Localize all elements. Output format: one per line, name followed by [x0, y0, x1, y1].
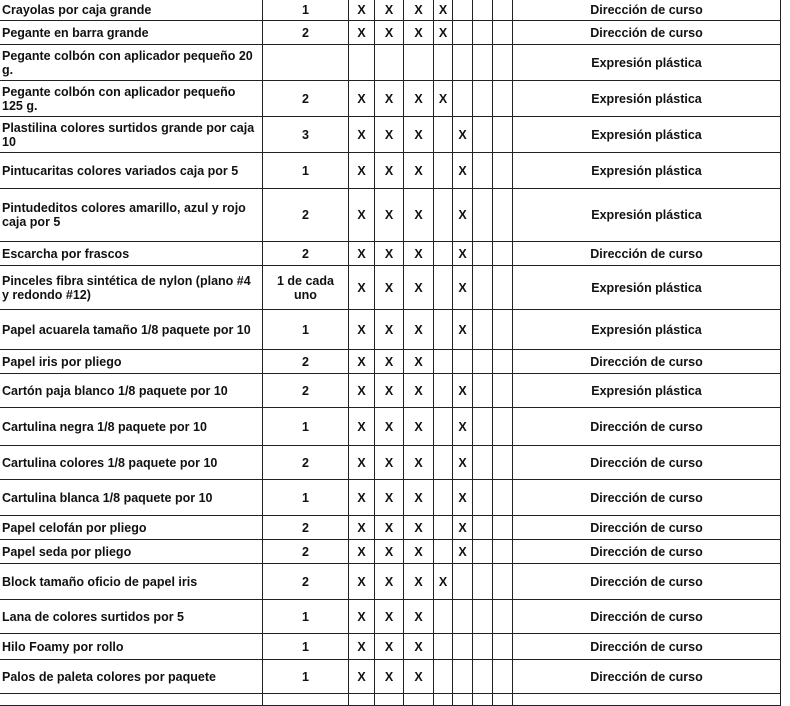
mark-cell: X: [453, 480, 473, 516]
mark-cell: X: [434, 564, 453, 600]
mark-cell: [473, 21, 493, 45]
table-row: [0, 480, 781, 516]
mark-cell: X: [404, 480, 434, 516]
mark-cell: [473, 694, 493, 706]
responsible-cell: Dirección de curso: [513, 480, 781, 516]
mark-cell: [493, 242, 513, 266]
responsible-cell: Dirección de curso: [513, 564, 781, 600]
table-row: [0, 408, 781, 446]
mark-cell: [434, 117, 453, 153]
table-row: [0, 310, 781, 350]
table-row: [0, 0, 781, 21]
mark-cell: X: [375, 540, 404, 564]
mark-cell: [453, 660, 473, 694]
table-row: [0, 374, 781, 408]
mark-cell: X: [404, 374, 434, 408]
mark-cell: [493, 310, 513, 350]
responsible-cell: Expresión plástica: [513, 81, 781, 117]
mark-cell: X: [349, 310, 375, 350]
mark-cell: X: [375, 266, 404, 310]
mark-cell: X: [349, 540, 375, 564]
mark-cell: X: [375, 516, 404, 540]
quantity-cell: 2: [263, 516, 349, 540]
item-description-cell: Plastilina colores surtidos grande por caja 10: [0, 117, 263, 153]
mark-cell: X: [404, 660, 434, 694]
mark-cell: X: [349, 660, 375, 694]
mark-cell: X: [375, 310, 404, 350]
mark-cell: X: [375, 153, 404, 189]
mark-cell: [473, 350, 493, 374]
mark-cell: [434, 634, 453, 660]
table-row: [0, 189, 781, 242]
item-description-cell: Pegante colbón con aplicador pequeño 20 g.: [0, 45, 263, 81]
quantity-cell: [263, 694, 349, 706]
quantity-cell: 1: [263, 600, 349, 634]
mark-cell: [473, 374, 493, 408]
mark-cell: [434, 660, 453, 694]
mark-cell: [493, 350, 513, 374]
table-row: [0, 540, 781, 564]
mark-cell: X: [404, 117, 434, 153]
mark-cell: [493, 0, 513, 21]
quantity-cell: 2: [263, 242, 349, 266]
mark-cell: [453, 45, 473, 81]
mark-cell: X: [434, 0, 453, 21]
mark-cell: X: [375, 600, 404, 634]
mark-cell: [453, 564, 473, 600]
responsible-cell: Expresión plástica: [513, 310, 781, 350]
quantity-cell: 2: [263, 21, 349, 45]
mark-cell: [493, 408, 513, 446]
mark-cell: X: [349, 374, 375, 408]
mark-cell: [453, 600, 473, 634]
mark-cell: [434, 540, 453, 564]
quantity-cell: 2: [263, 350, 349, 374]
responsible-cell: Expresión plástica: [513, 266, 781, 310]
quantity-cell: 2: [263, 374, 349, 408]
responsible-cell: Dirección de curso: [513, 600, 781, 634]
item-description-cell: Cartulina colores 1/8 paquete por 10: [0, 446, 263, 480]
quantity-cell: 1: [263, 634, 349, 660]
mark-cell: X: [375, 446, 404, 480]
mark-cell: X: [404, 634, 434, 660]
mark-cell: [493, 446, 513, 480]
mark-cell: [434, 189, 453, 242]
responsible-cell: Expresión plástica: [513, 45, 781, 81]
item-description-cell: Pegante colbón con aplicador pequeño 125 g.: [0, 81, 263, 117]
item-description-cell: Pegante en barra grande: [0, 21, 263, 45]
mark-cell: [434, 153, 453, 189]
item-description-cell: Cartulina negra 1/8 paquete por 10: [0, 408, 263, 446]
responsible-cell: Dirección de curso: [513, 0, 781, 21]
responsible-cell: Dirección de curso: [513, 242, 781, 266]
mark-cell: X: [375, 242, 404, 266]
table-row: [0, 600, 781, 634]
mark-cell: [453, 21, 473, 45]
table-row: [0, 266, 781, 310]
mark-cell: X: [349, 117, 375, 153]
mark-cell: [493, 540, 513, 564]
item-description-cell: Cartulina blanca 1/8 paquete por 10: [0, 480, 263, 516]
mark-cell: [473, 81, 493, 117]
mark-cell: [473, 540, 493, 564]
mark-cell: [493, 480, 513, 516]
responsible-cell: Dirección de curso: [513, 516, 781, 540]
quantity-cell: 1: [263, 408, 349, 446]
mark-cell: [434, 310, 453, 350]
mark-cell: [473, 189, 493, 242]
item-description-cell: Papel seda por pliego: [0, 540, 263, 564]
mark-cell: [473, 600, 493, 634]
mark-cell: X: [349, 21, 375, 45]
responsible-cell: Dirección de curso: [513, 446, 781, 480]
mark-cell: [493, 189, 513, 242]
mark-cell: X: [453, 153, 473, 189]
mark-cell: [375, 694, 404, 706]
mark-cell: X: [349, 634, 375, 660]
mark-cell: X: [404, 21, 434, 45]
mark-cell: [349, 694, 375, 706]
responsible-cell: Expresión plástica: [513, 374, 781, 408]
mark-cell: [434, 516, 453, 540]
responsible-cell: Dirección de curso: [513, 660, 781, 694]
mark-cell: [349, 45, 375, 81]
mark-cell: X: [404, 266, 434, 310]
table-row: [0, 153, 781, 189]
mark-cell: [493, 516, 513, 540]
item-description-cell: Escarcha por frascos: [0, 242, 263, 266]
mark-cell: [434, 45, 453, 81]
item-description-cell: Block tamaño oficio de papel iris: [0, 564, 263, 600]
mark-cell: [493, 266, 513, 310]
quantity-cell: 1: [263, 480, 349, 516]
mark-cell: X: [349, 153, 375, 189]
mark-cell: X: [375, 189, 404, 242]
mark-cell: [473, 660, 493, 694]
mark-cell: X: [453, 374, 473, 408]
mark-cell: X: [404, 153, 434, 189]
mark-cell: [434, 374, 453, 408]
mark-cell: [473, 0, 493, 21]
mark-cell: X: [453, 189, 473, 242]
item-description-cell: Pintudeditos colores amarillo, azul y rojo caja por 5: [0, 189, 263, 242]
mark-cell: X: [349, 516, 375, 540]
quantity-cell: 1: [263, 0, 349, 21]
mark-cell: X: [349, 600, 375, 634]
item-description-cell: Papel iris por pliego: [0, 350, 263, 374]
mark-cell: [473, 117, 493, 153]
mark-cell: X: [375, 350, 404, 374]
mark-cell: X: [434, 81, 453, 117]
mark-cell: X: [453, 266, 473, 310]
mark-cell: [434, 242, 453, 266]
mark-cell: X: [404, 242, 434, 266]
table-row: [0, 516, 781, 540]
mark-cell: [434, 446, 453, 480]
quantity-cell: 2: [263, 540, 349, 564]
responsible-cell: Dirección de curso: [513, 540, 781, 564]
mark-cell: [453, 81, 473, 117]
mark-cell: [493, 600, 513, 634]
mark-cell: X: [375, 374, 404, 408]
mark-cell: [493, 21, 513, 45]
mark-cell: X: [349, 480, 375, 516]
mark-cell: X: [453, 117, 473, 153]
mark-cell: X: [404, 408, 434, 446]
table-row: [0, 634, 781, 660]
quantity-cell: 1 de cada uno: [263, 266, 349, 310]
mark-cell: X: [404, 310, 434, 350]
mark-cell: [493, 153, 513, 189]
table-row: [0, 694, 781, 706]
mark-cell: X: [375, 21, 404, 45]
mark-cell: [473, 242, 493, 266]
mark-cell: X: [349, 81, 375, 117]
responsible-cell: Expresión plástica: [513, 117, 781, 153]
mark-cell: X: [404, 600, 434, 634]
table-row: [0, 446, 781, 480]
mark-cell: X: [453, 408, 473, 446]
mark-cell: X: [404, 540, 434, 564]
table-row: [0, 242, 781, 266]
mark-cell: [493, 634, 513, 660]
mark-cell: [493, 660, 513, 694]
mark-cell: X: [453, 516, 473, 540]
mark-cell: X: [375, 0, 404, 21]
mark-cell: [453, 634, 473, 660]
quantity-cell: [263, 45, 349, 81]
table-row: [0, 350, 781, 374]
mark-cell: [375, 45, 404, 81]
mark-cell: [473, 310, 493, 350]
mark-cell: X: [375, 660, 404, 694]
mark-cell: X: [453, 310, 473, 350]
quantity-cell: 2: [263, 81, 349, 117]
mark-cell: X: [349, 242, 375, 266]
table-row: [0, 45, 781, 81]
mark-cell: [493, 374, 513, 408]
mark-cell: X: [434, 21, 453, 45]
mark-cell: [493, 81, 513, 117]
mark-cell: [473, 408, 493, 446]
item-description-cell: Pinceles fibra sintética de nylon (plano #4 y redondo #12): [0, 266, 263, 310]
mark-cell: X: [404, 564, 434, 600]
mark-cell: X: [404, 81, 434, 117]
item-description-cell: Pintucaritas colores variados caja por 5: [0, 153, 263, 189]
mark-cell: [404, 694, 434, 706]
mark-cell: [473, 480, 493, 516]
item-description-cell: Crayolas por caja grande: [0, 0, 263, 21]
mark-cell: X: [404, 189, 434, 242]
responsible-cell: Dirección de curso: [513, 350, 781, 374]
table-row: [0, 660, 781, 694]
mark-cell: [493, 564, 513, 600]
mark-cell: [473, 564, 493, 600]
mark-cell: X: [375, 634, 404, 660]
responsible-cell: [513, 694, 781, 706]
table-row: [0, 21, 781, 45]
responsible-cell: Dirección de curso: [513, 21, 781, 45]
mark-cell: [453, 350, 473, 374]
quantity-cell: 2: [263, 189, 349, 242]
quantity-cell: 2: [263, 446, 349, 480]
mark-cell: [434, 266, 453, 310]
quantity-cell: 1: [263, 310, 349, 350]
mark-cell: X: [349, 446, 375, 480]
quantity-cell: 2: [263, 564, 349, 600]
quantity-cell: 1: [263, 660, 349, 694]
mark-cell: [453, 694, 473, 706]
item-description-cell: Palos de paleta colores por paquete: [0, 660, 263, 694]
mark-cell: X: [404, 446, 434, 480]
mark-cell: X: [349, 350, 375, 374]
mark-cell: [473, 634, 493, 660]
mark-cell: X: [349, 189, 375, 242]
mark-cell: [473, 45, 493, 81]
mark-cell: X: [404, 350, 434, 374]
mark-cell: X: [404, 0, 434, 21]
mark-cell: X: [404, 516, 434, 540]
mark-cell: [404, 45, 434, 81]
item-description-cell: Papel acuarela tamaño 1/8 paquete por 10: [0, 310, 263, 350]
mark-cell: X: [375, 408, 404, 446]
quantity-cell: 3: [263, 117, 349, 153]
responsible-cell: Dirección de curso: [513, 634, 781, 660]
item-description-cell: Papel celofán por pliego: [0, 516, 263, 540]
mark-cell: X: [375, 117, 404, 153]
mark-cell: [453, 0, 473, 21]
mark-cell: [493, 45, 513, 81]
item-description-cell: [0, 694, 263, 706]
quantity-cell: 1: [263, 153, 349, 189]
table-row: [0, 564, 781, 600]
mark-cell: [473, 516, 493, 540]
item-description-cell: Hilo Foamy por rollo: [0, 634, 263, 660]
responsible-cell: Dirección de curso: [513, 408, 781, 446]
item-description-cell: Cartón paja blanco 1/8 paquete por 10: [0, 374, 263, 408]
responsible-cell: Expresión plástica: [513, 153, 781, 189]
table-row: [0, 117, 781, 153]
mark-cell: [473, 153, 493, 189]
mark-cell: [473, 446, 493, 480]
mark-cell: X: [375, 81, 404, 117]
item-description-cell: Lana de colores surtidos por 5: [0, 600, 263, 634]
mark-cell: [493, 694, 513, 706]
mark-cell: X: [349, 266, 375, 310]
responsible-cell: Expresión plástica: [513, 189, 781, 242]
mark-cell: [434, 480, 453, 516]
mark-cell: [493, 117, 513, 153]
table-row: [0, 81, 781, 117]
mark-cell: [434, 694, 453, 706]
mark-cell: X: [349, 408, 375, 446]
mark-cell: X: [349, 564, 375, 600]
mark-cell: [473, 266, 493, 310]
mark-cell: [434, 350, 453, 374]
mark-cell: X: [375, 564, 404, 600]
mark-cell: X: [453, 446, 473, 480]
mark-cell: X: [453, 242, 473, 266]
mark-cell: [434, 600, 453, 634]
mark-cell: X: [375, 480, 404, 516]
mark-cell: X: [349, 0, 375, 21]
mark-cell: [434, 408, 453, 446]
mark-cell: X: [453, 540, 473, 564]
